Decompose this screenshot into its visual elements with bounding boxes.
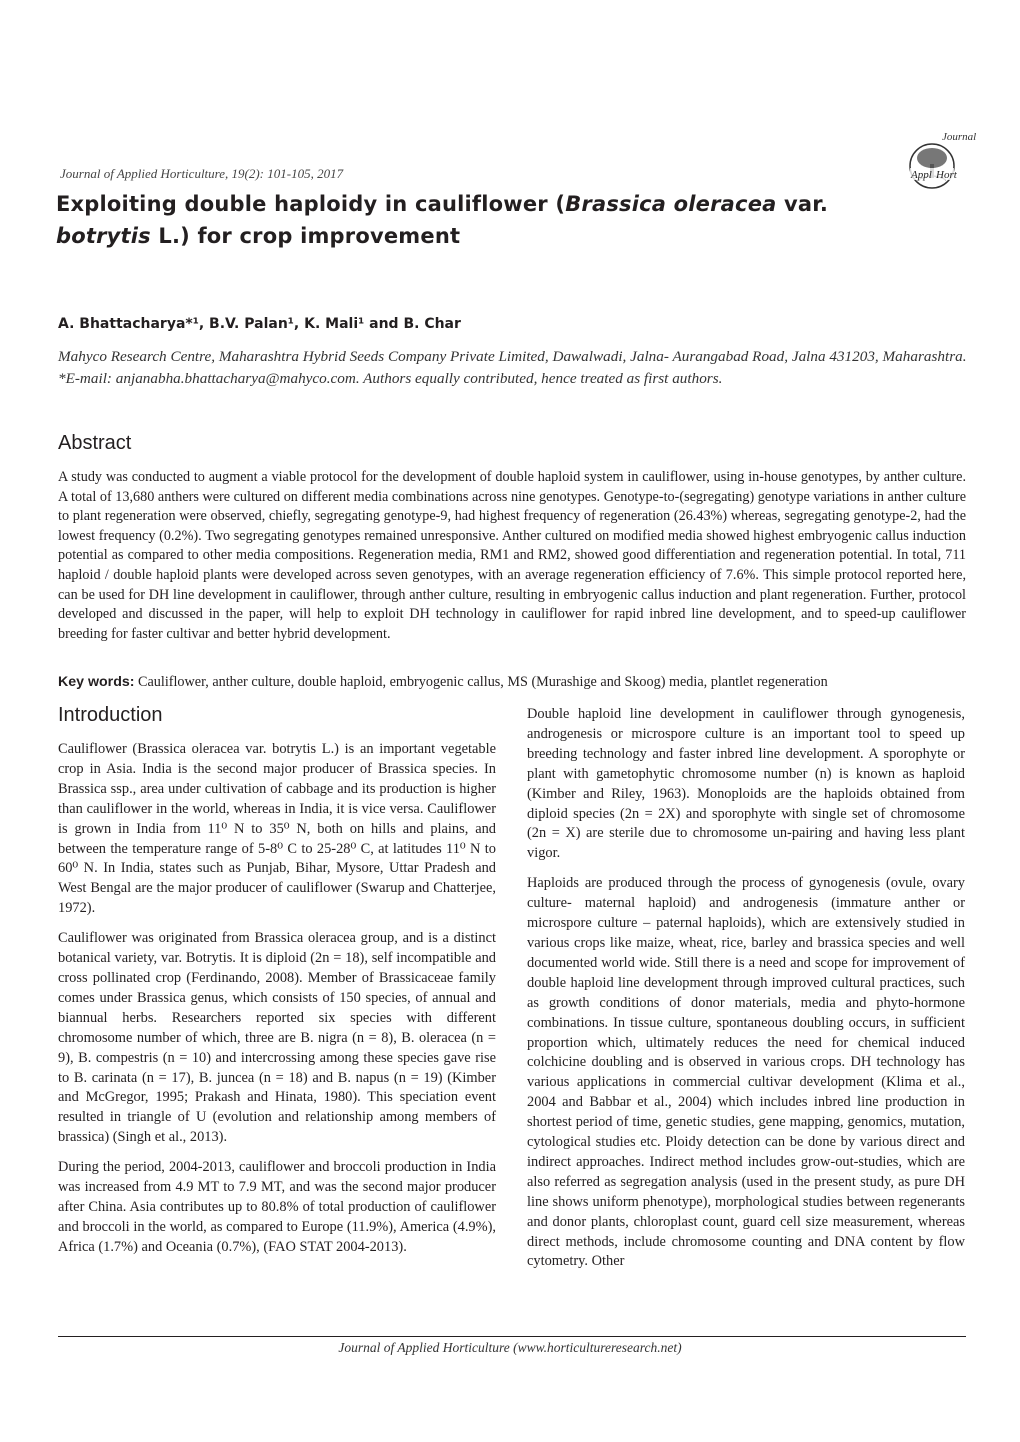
journal-logo bbox=[888, 128, 977, 190]
paragraph: Cauliflower (Brassica oleracea var. botrytis L.) is an important vegetable crop in Asia. India is the second major producer of Brassica species. In Brassica ssp., area under cultivation of cabbage and its production is higher than cauliflower in the world, whereas in India, it is vice versa. Cauliflower is grown in India from 11⁰ N to 35⁰ N, both on hills and plains, and between the temperature range of 5-8⁰ C to 25-28⁰ C, at latitudes 11⁰ N to 60⁰ N. In India, states such as Punjab, Bihar, Mysore, Uttar Pradesh and West Bengal are the major producer of cauliflower (Swarup and Chatterjee, 1972). bbox=[58, 741, 496, 917]
journal-citation: Journal of Applied Horticulture, 19(2): 101-105, 2017 bbox=[60, 166, 344, 181]
logo-text-hort: Hort bbox=[936, 169, 957, 181]
left-column bbox=[58, 740, 496, 1268]
abstract-heading: Abstract bbox=[58, 432, 132, 454]
paragraph: During the period, 2004-2013, cauliflower and broccoli production in India was increased from 4.9 MT to 7.9 MT, and was the second major producer after China. Asia contributes up to 80.8% of total production of cauliflower and broccoli in the world, as compared to Europe (11.9%), America (4.9%), Africa (1.7%) and Oceania (0.7%), (FAO STAT 2004-2013). bbox=[58, 1159, 496, 1255]
paper-title: Exploiting double haploidy in cauliflower (Brassica oleracea var. botrytis L.) for crop improvement bbox=[56, 192, 829, 248]
keywords-list: Cauliflower, anther culture, double haploid, embryogenic callus, MS (Murashige and Skoog) media, plantlet regeneration bbox=[134, 674, 828, 690]
abstract-text: A study was conducted to augment a viable protocol for the development of double haploid system in cauliflower, using in-house genotypes, by anther culture. A total of 13,680 anthers were cultured on different media combinations across nine genotypes. Genotype-to-(segregating) genotype variations in anther culture to plant regeneration were observed, chiefly, segregating genotype-9, had highest frequency of regeneration (26.43%) whereas, segregating genotype-2, had the lowest frequency (0.2%). Two segregating genotypes remained unresponsive. Anther cultured on modified media showed highest embryogenic callus induction potential as compared to other media compositions. Regeneration media, RM1 and RM2, showed good differentiation and regeneration potential. In total, 711 haploid / double haploid plants were developed across seven genotypes, with an average regeneration efficiency of 7.6%. This simple protocol reported here, can be used for DH line development in cauliflower, through anther culture, resulting in embryogenic callus induction and plant regeneration. Further, protocol developed and discussed in the paper, will help to exploit DH technology in cauliflower for rapid inbred line development, and to speed-up cauliflower breeding for faster cultivar and better hybrid development. bbox=[58, 469, 966, 642]
paragraph: Haploids are produced through the process of gynogenesis (ovule, ovary culture- maternal haploid) and androgenesis (immature anther or microspore culture – paternal haploids), which are extensively studied in various crops like maize, wheat, rice, barley and brassica species and well documented world wide. Still there is a need and scope for improvement of double haploid line development through improved cultural practices, such as growth conditions of donor materials, media and phyto-hormone combinations. In tissue culture, spontaneous doubling occurs, in sufficient proportion which, ultimately reduces the need for chemical induced colchicine doubling and is observed in various crops. DH technology has various applications in commercial cultivar development (Klima et al., 2004 and Babbar et al., 2004) which includes inbred line production in shortest period of time, genetic studies, gene mapping, genomics, mutation, cytological studies etc. Ploidy detection can be done by various direct and indirect approaches. Indirect method includes grow-out-studies, which are also referred as segregation analysis (used in the present study, as pure DH line shows uniform phenotype), morphological studies between regenerants and donor plants, chloroplast count, guard cell size measurement, whereas direct methods, include chromosome counting and DNA content by flow cytometry. Other bbox=[527, 875, 965, 1270]
paragraph: Cauliflower was originated from Brassica oleracea group, and is a distinct botanical variety, var. Botrytis. It is diploid (2n = 18), self incompatible and cross pollinated crop (Ferdinando, 2008). Member of Brassicaceae family comes under Brassica genus, which consists of 150 species, of annual and biannual herbs. Researchers reported six species with different chromosome number of which, three are B. nigra (n = 8), B. oleracea (n = 9), B. compestris (n = 10) and intercrossing among these species gave rise to B. carinata (n = 17), B. juncea (n = 18) and B. napus (n = 19) (Kimber and McGregor, 1995; Prakash and Hinata, 1980). This speciation event resulted in triangle of U (evolution and relationship among members of brassica) (Singh et al., 2013). bbox=[58, 930, 496, 1146]
keywords-label: Key words: bbox=[58, 674, 135, 690]
logo-text-appl: Appl bbox=[911, 169, 932, 181]
paragraph: Double haploid line development in cauliflower through gynogenesis, androgenesis or microspore culture is an important tool to speed up breeding technology and faster inbred line development. A sporophyte or plant with gametophytic chromosome number (n) is known as haploid (Kimber and Riley, 1963). Monoploids are the haploids obtained from diploid species (2n = 2X) and sporophyte with single set of chromosome (2n = X) are sterile due to chromosome un-pairing and having less plant vigor. bbox=[527, 706, 965, 862]
page-footer: Journal of Applied Horticulture (www.horticultureresearch.net) bbox=[338, 1340, 682, 1355]
right-column bbox=[527, 705, 965, 1282]
author-list: A. Bhattacharya*¹, B.V. Palan¹, K. Mali¹ and B. Char bbox=[58, 316, 461, 332]
introduction-heading: Introduction bbox=[58, 704, 163, 726]
logo-text-journal: Journal bbox=[942, 131, 977, 143]
keywords bbox=[58, 673, 966, 692]
affiliation: Mahyco Research Centre, Maharashtra Hybrid Seeds Company Private Limited, Dawalwadi, Jalna- Aurangabad Road, Jalna 431203, Maharashtra. *E-mail: anjanabha.bhattacharya@mahyco.com. Authors equally contributed, hence treated as first authors. bbox=[58, 348, 967, 387]
footer-divider bbox=[58, 1336, 966, 1337]
